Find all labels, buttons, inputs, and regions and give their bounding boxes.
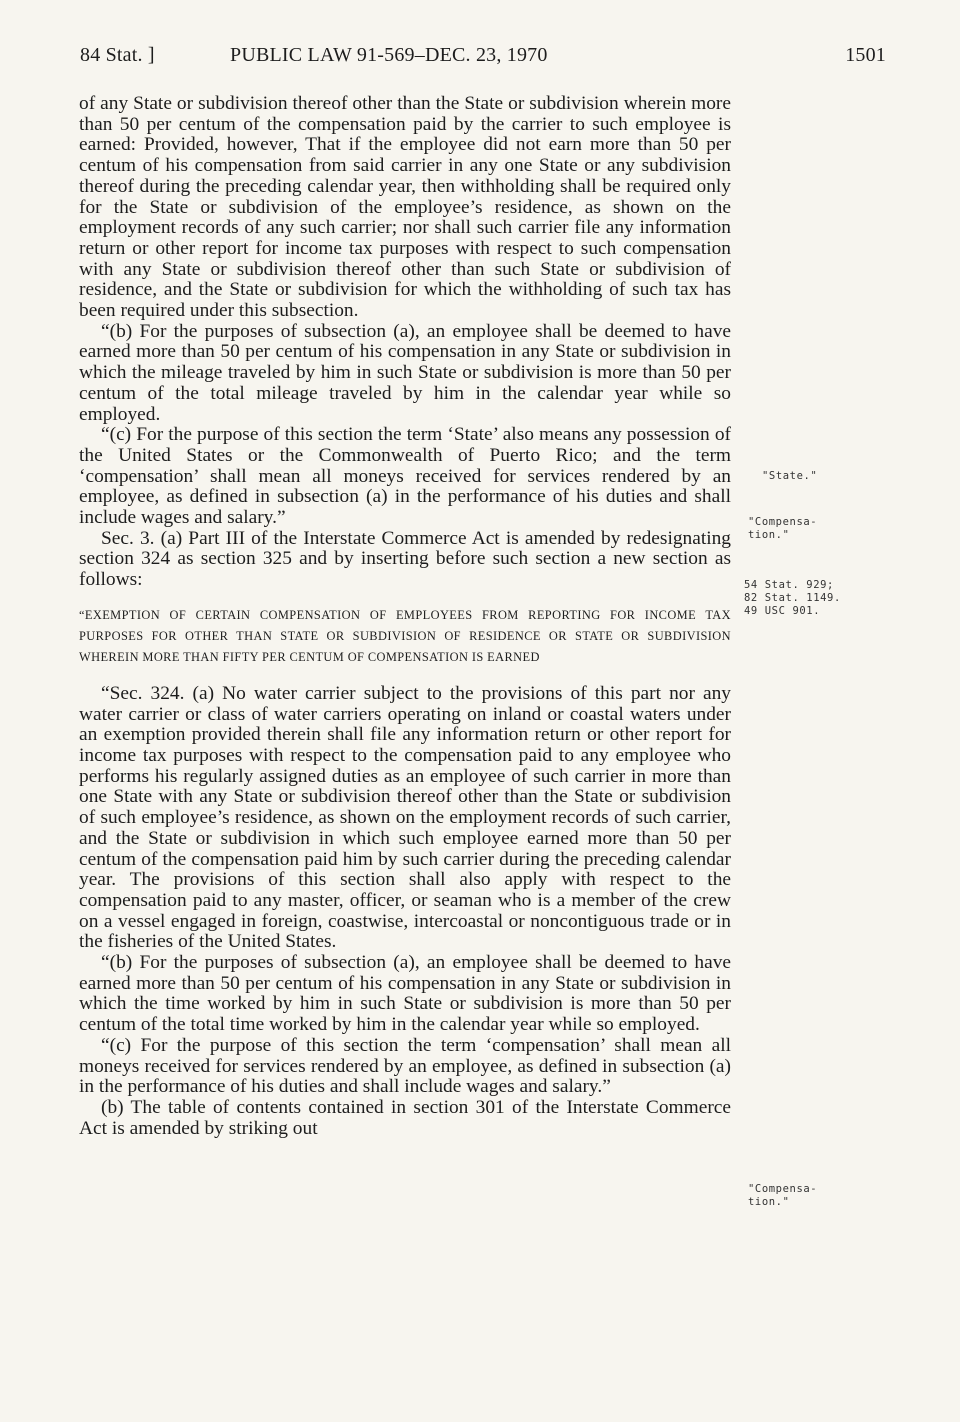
- paragraph-section-324-c: “(c) For the purpose of this section the term ‘compensation’ shall mean all moneys received for services rendered by an employee, as defined in subsection (a) in the performance of his duties and shall include wages and salary.”: [79, 1034, 731, 1098]
- margin-note-state: "State.": [762, 470, 818, 482]
- paragraph-subsection-b: “(b) For the purposes of subsection (a), an employee shall be deemed to have earned more than 50 per centum of his compensation in any State or subdivision in which the mileage traveled by him in such State or subdivision is more than 50 per centum of the total mileage traveled by him in the calendar year while so employed.: [79, 320, 731, 425]
- paragraph-section-324-b: “(b) For the purposes of subsection (a), an employee shall be deemed to have earned more than 50 per centum of his compensation in any State or subdivision in which the time worked by him in such State or subdivision is more than 50 per centum of the total time worked by him in the calendar year while so employed.: [79, 952, 731, 1036]
- body-text: [79, 94, 731, 1139]
- paragraph-section-324-a: “Sec. 324. (a) No water carrier subject to the provisions of this part nor any water carrier or class of water carriers operating on inland or coastal waters under an exemption provided therein shall file any information return or other report for income tax purposes with respect to the compensation paid to any employee who performs his regularly assigned duties as an employee of such carrier in more than one State with any State or subdivision thereof other than the State or subdivision of such employee’s residence, as shown on the employment records of such carrier, and the State or subdivision in which such employee earned more than 50 per centum of the compensation paid him by such carrier during the preceding calendar year. The provisions of this section shall also apply with respect to the compensation paid to any master, officer, or seaman who is a member of the crew on a vessel engaged in foreign, coastwise, intercoastal or noncontiguous trade or in the fisheries of the United States.: [79, 682, 731, 953]
- margin-note-compensation: "Compensa- tion.": [748, 516, 818, 541]
- paragraph-section-3: Sec. 3. (a) Part III of the Interstate Commerce Act is amended by redesignating section 324 as section 325 and by inserting before such section a new section as follows:: [79, 527, 731, 591]
- paragraph-continuation: of any State or subdivision thereof other than the State or subdivision wherein more than 50 per centum of the compensation paid by the carrier to such employee is earned: Provided, however, That if the employee did not earn more than 50 per centum of his compensation from said carrier in any one State or any subdivision thereof during the preceding calendar year, then withholding shall be required only for the State or subdivision of the employee’s residence, as shown on the employment records of any such carrier; nor shall such carrier file any information return or other report for income tax purposes with respect to such compensation with any State or subdivision thereof other than such State or subdivision of residence, and the State or subdivision for which the withholding of such tax has been required under this subsection.: [79, 93, 731, 322]
- running-title: PUBLIC LAW 91-569–DEC. 23, 1970: [230, 44, 548, 66]
- paragraph-3b: (b) The table of contents contained in section 301 of the Interstate Commerce Act is amended by striking out: [79, 1096, 731, 1139]
- section-heading: “EXEMPTION OF CERTAIN COMPENSATION OF EMPLOYEES FROM REPORTING FOR INCOME TAX PURPOSES FOR OTHER THAN STATE OR SUBDIVISION OF RESIDENCE OR STATE OR SUBDIVISION WHEREIN MORE THAN FIFTY PER CENTUM OF COMPENSATION IS EARNED: [79, 607, 731, 664]
- paragraph-subsection-c: “(c) For the purpose of this section the term ‘State’ also means any possession of the United States or the Commonwealth of Puerto Rico; and the term ‘compensation’ shall mean all moneys received for services rendered by an employee, as defined in subsection (a) in the performance of his duties and shall include wages and salary.”: [79, 424, 731, 529]
- statute-volume: 84 Stat. ]: [80, 44, 155, 66]
- page-header: [80, 44, 886, 74]
- margin-note-citation: 54 Stat. 929; 82 Stat. 1149. 49 USC 901.: [744, 579, 841, 617]
- margin-note-compensation-2: "Compensa- tion.": [748, 1183, 818, 1208]
- page-number: 1501: [845, 44, 886, 66]
